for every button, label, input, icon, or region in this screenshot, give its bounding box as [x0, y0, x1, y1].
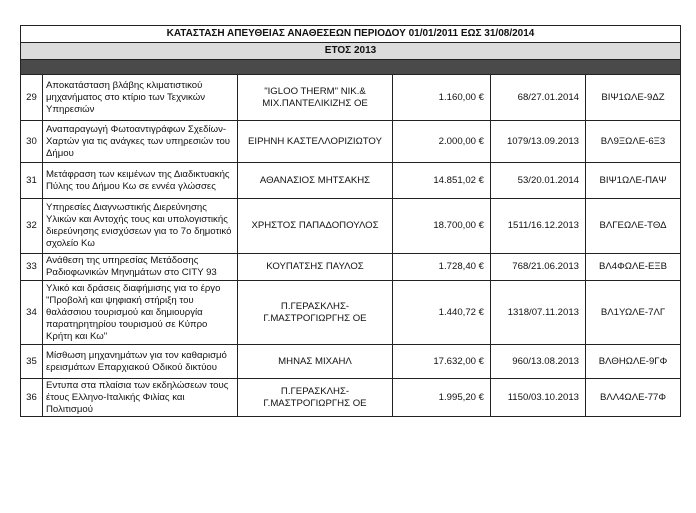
row-decision-ref: 1079/13.09.2013 — [491, 121, 586, 163]
header-band — [21, 60, 681, 75]
row-amount: 1.440,72 € — [393, 281, 491, 345]
row-contractor: ΜΗΝΑΣ ΜΙΧΑΗΛ — [238, 345, 393, 379]
table-row — [21, 121, 681, 163]
row-number: 35 — [21, 345, 43, 379]
row-description: Αποκατάσταση βλάβης κλιματιστικού μηχανήματος στο κτίριο των Τεχνικών Υπηρεσιών — [43, 75, 238, 121]
row-decision-ref: 68/27.01.2014 — [491, 75, 586, 121]
assignments-sheet — [20, 25, 680, 417]
row-contractor: ΚΟΥΠΑΤΣΗΣ ΠΑΥΛΟΣ — [238, 254, 393, 281]
row-description: Αναπαραγωγή Φωτοαντιγράφων Σχεδίων-Χαρτών για τις ανάγκες των υπηρεσιών του Δήμου — [43, 121, 238, 163]
table-row — [21, 254, 681, 281]
row-number: 31 — [21, 163, 43, 199]
row-decision-ref: 1150/03.10.2013 — [491, 379, 586, 417]
row-ada-code: ΒΛΘΗΩΛΕ-9ΓΦ — [586, 345, 681, 379]
row-decision-ref: 960/13.08.2013 — [491, 345, 586, 379]
table-row — [21, 75, 681, 121]
year-row — [21, 43, 681, 60]
row-description: Μίσθωση μηχανημάτων για τον καθαρισμό ερεισμάτων Επαρχιακού Οδικού δικτύου — [43, 345, 238, 379]
row-decision-ref: 1318/07.11.2013 — [491, 281, 586, 345]
row-description: Υλικό και δράσεις διαφήμισης για το έργο "Προβολή και ψηφιακή στήριξη του θαλάσσιου τουρισμού και δημιουργία παρατηρητηρίου τουρισμού σε Κύπρο Κρήτη και Κω" — [43, 281, 238, 345]
row-number: 33 — [21, 254, 43, 281]
row-ada-code: ΒΛ4ΦΩΛΕ-ΕΞΒ — [586, 254, 681, 281]
table-row — [21, 163, 681, 199]
row-ada-code: ΒΛ1ΥΩΛΕ-7ΛΓ — [586, 281, 681, 345]
assignments-table — [20, 25, 681, 417]
year-label: ΕΤΟΣ 2013 — [21, 43, 681, 60]
row-amount: 1.160,00 € — [393, 75, 491, 121]
row-ada-code: ΒΛ9ΞΩΛΕ-6Ξ3 — [586, 121, 681, 163]
row-description: Εντυπα στα πλαίσια των εκδηλώσεων τους έτους Ελληνο-Ιταλικής Φιλίας και Πολιτισμού — [43, 379, 238, 417]
row-decision-ref: 1511/16.12.2013 — [491, 199, 586, 254]
row-ada-code: ΒΙΨ1ΩΛΕ-ΠΑΨ — [586, 163, 681, 199]
row-contractor: "IGLOO THERM" ΝΙΚ.& ΜΙΧ.ΠΑΝΤΕΛΙΚΙΖΗΣ ΟΕ — [238, 75, 393, 121]
row-decision-ref: 53/20.01.2014 — [491, 163, 586, 199]
table-row — [21, 379, 681, 417]
row-amount: 17.632,00 € — [393, 345, 491, 379]
header-band-cell — [21, 60, 681, 75]
row-number: 36 — [21, 379, 43, 417]
row-number: 29 — [21, 75, 43, 121]
row-number: 30 — [21, 121, 43, 163]
row-contractor: Π.ΓΕΡΑΣΚΛΗΣ-Γ.ΜΑΣΤΡΟΓΙΩΡΓΗΣ ΟΕ — [238, 281, 393, 345]
table-row — [21, 199, 681, 254]
title-row — [21, 26, 681, 43]
row-description: Ανάθεση της υπηρεσίας Μετάδοσης Ραδιοφωνικών Μηνημάτων στο CITY 93 — [43, 254, 238, 281]
row-amount: 2.000,00 € — [393, 121, 491, 163]
table-row — [21, 345, 681, 379]
row-number: 34 — [21, 281, 43, 345]
row-ada-code: ΒΛΛ4ΩΛΕ-77Φ — [586, 379, 681, 417]
table-title: ΚΑΤΑΣΤΑΣΗ ΑΠΕΥΘΕΙΑΣ ΑΝΑΘΕΣΕΩΝ ΠΕΡΙΟΔΟΥ 01/01/2011 ΕΩΣ 31/08/2014 — [21, 26, 681, 43]
row-contractor: Π.ΓΕΡΑΣΚΛΗΣ-Γ.ΜΑΣΤΡΟΓΙΩΡΓΗΣ ΟΕ — [238, 379, 393, 417]
row-amount: 14.851,02 € — [393, 163, 491, 199]
row-contractor: ΑΘΑΝΑΣΙΟΣ ΜΗΤΣΑΚΗΣ — [238, 163, 393, 199]
table-row — [21, 281, 681, 345]
row-amount: 1.995,20 € — [393, 379, 491, 417]
row-contractor: ΕΙΡΗΝΗ ΚΑΣΤΕΛΛΟΡΙΖΙΩΤΟΥ — [238, 121, 393, 163]
row-description: Μετάφραση των κειμένων της Διαδικτυακής Πύλης του Δήμου Κω σε εννέα γλώσσες — [43, 163, 238, 199]
row-number: 32 — [21, 199, 43, 254]
row-ada-code: ΒΙΨ1ΩΛΕ-9ΔΖ — [586, 75, 681, 121]
row-ada-code: ΒΛΓΕΩΛΕ-ΤΘΔ — [586, 199, 681, 254]
row-contractor: ΧΡΗΣΤΟΣ ΠΑΠΑΔΟΠΟΥΛΟΣ — [238, 199, 393, 254]
row-amount: 18.700,00 € — [393, 199, 491, 254]
row-decision-ref: 768/21.06.2013 — [491, 254, 586, 281]
row-amount: 1.728,40 € — [393, 254, 491, 281]
row-description: Υπηρεσίες Διαγνωστικής Διερεύνησης Υλικών και Αντοχής τους και υπολογιστικής διερεύνησης ενισχύσεων για το 7ο δημοτικό σχολείο Κω — [43, 199, 238, 254]
